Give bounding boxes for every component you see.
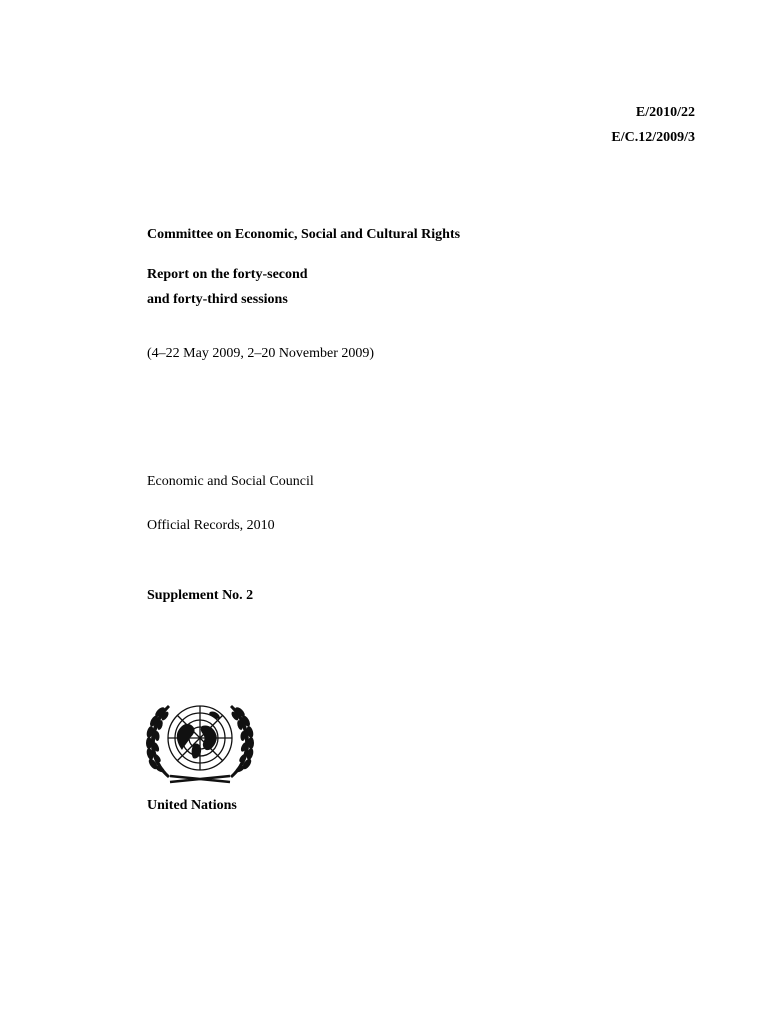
- document-symbol-primary: E/2010/22: [635, 105, 695, 120]
- report-title-line-1: Report on the forty-second: [147, 267, 308, 282]
- council-name: Economic and Social Council: [147, 474, 314, 489]
- supplement-number: Supplement No. 2: [147, 588, 254, 603]
- committee-title: Committee on Economic, Social and Cultural Rights: [147, 227, 461, 242]
- document-symbol-secondary: E/C.12/2009/3: [611, 130, 695, 145]
- organization-name: United Nations: [147, 798, 237, 813]
- un-emblem-icon: [146, 696, 254, 786]
- session-dates: (4–22 May 2009, 2–20 November 2009): [147, 346, 375, 361]
- official-records: Official Records, 2010: [147, 518, 275, 533]
- report-title-line-2: and forty-third sessions: [147, 292, 288, 307]
